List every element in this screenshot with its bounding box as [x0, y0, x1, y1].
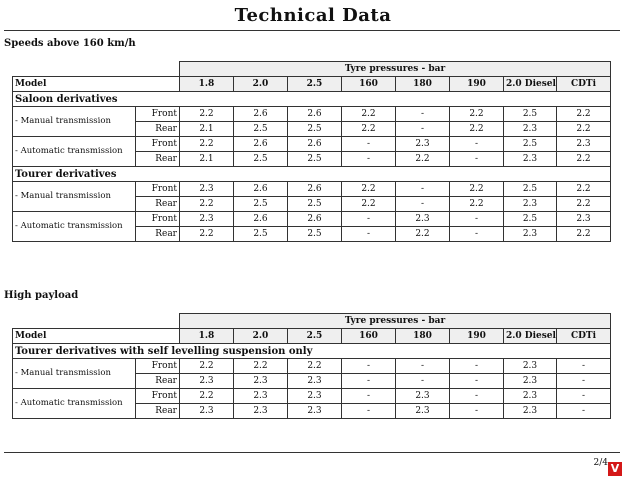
pressure-value: 2.3: [180, 212, 234, 227]
title-divider: [4, 30, 620, 31]
transmission-label: - Automatic transmission: [13, 212, 136, 242]
pressure-value: 2.5: [288, 227, 342, 242]
pressure-value: -: [342, 374, 396, 389]
pressure-value: 2.5: [504, 212, 557, 227]
tyre-pressures-heading: Tyre pressures - bar: [180, 62, 611, 77]
column-header: 2.0 Diesel: [504, 77, 557, 92]
transmission-label: - Manual transmission: [13, 107, 136, 137]
header-row-tyre-pressures: [13, 62, 611, 77]
pressure-value: 2.3: [504, 122, 557, 137]
pressure-value: 2.3: [504, 389, 557, 404]
pressure-value: 2.3: [396, 137, 450, 152]
header-row-columns: [13, 329, 611, 344]
pressure-value: 2.5: [504, 137, 557, 152]
axle-position: Rear: [136, 374, 180, 389]
pressure-value: 2.2: [557, 227, 611, 242]
axle-position: Rear: [136, 197, 180, 212]
axle-position: Front: [136, 182, 180, 197]
column-header: 2.5: [288, 77, 342, 92]
pressure-value: 2.3: [557, 137, 611, 152]
table-row: [13, 107, 611, 122]
page-number: 2/4: [593, 458, 608, 468]
pressure-value: 2.2: [557, 152, 611, 167]
column-header: CDTi: [557, 77, 611, 92]
pressure-value: 2.6: [288, 107, 342, 122]
pressure-value: 2.2: [396, 227, 450, 242]
pressure-value: 2.6: [234, 182, 288, 197]
section-heading-high-payload: High payload: [4, 290, 79, 301]
pressure-value: -: [396, 182, 450, 197]
tyre-pressure-table-speeds: [12, 61, 611, 242]
pressure-value: 2.6: [234, 137, 288, 152]
column-header: 2.0 Diesel: [504, 329, 557, 344]
pressure-value: 2.2: [180, 227, 234, 242]
pressure-value: 2.3: [288, 389, 342, 404]
header-blank-cell: [13, 314, 180, 329]
transmission-label: - Manual transmission: [13, 359, 136, 389]
column-header: 180: [396, 329, 450, 344]
pressure-value: 2.3: [234, 389, 288, 404]
table-row: [13, 182, 611, 197]
pressure-value: 2.5: [288, 152, 342, 167]
pressure-value: 2.3: [234, 404, 288, 419]
column-header: 190: [450, 329, 504, 344]
pressure-value: 2.2: [450, 122, 504, 137]
group-row: [13, 344, 611, 359]
pressure-value: 2.2: [450, 182, 504, 197]
pressure-value: 2.3: [180, 182, 234, 197]
pressure-value: -: [342, 137, 396, 152]
tyre-pressure-table-high-payload: [12, 313, 611, 419]
pressure-value: 2.2: [342, 122, 396, 137]
axle-position: Rear: [136, 227, 180, 242]
pressure-value: 2.5: [234, 227, 288, 242]
pressure-value: 2.2: [342, 182, 396, 197]
transmission-label: - Automatic transmission: [13, 137, 136, 167]
group-row: [13, 92, 611, 107]
column-header: 2.5: [288, 329, 342, 344]
pressure-value: -: [342, 152, 396, 167]
group-row: [13, 167, 611, 182]
pressure-value: 2.2: [180, 389, 234, 404]
pressure-value: -: [450, 359, 504, 374]
section-heading-speeds: Speeds above 160 km/h: [4, 38, 136, 49]
pressure-value: -: [342, 212, 396, 227]
pressure-value: 2.2: [342, 197, 396, 212]
pressure-value: 2.3: [504, 359, 557, 374]
pressure-value: 2.5: [504, 182, 557, 197]
pressure-value: 2.6: [288, 137, 342, 152]
pressure-value: 2.3: [504, 197, 557, 212]
pressure-value: -: [396, 122, 450, 137]
pressure-value: -: [450, 404, 504, 419]
column-header: 180: [396, 77, 450, 92]
axle-position: Front: [136, 137, 180, 152]
pressure-value: 2.3: [234, 374, 288, 389]
column-header: 1.8: [180, 77, 234, 92]
axle-position: Rear: [136, 404, 180, 419]
pressure-value: 2.6: [288, 182, 342, 197]
axle-position: Front: [136, 389, 180, 404]
axle-position: Front: [136, 212, 180, 227]
pressure-value: -: [557, 404, 611, 419]
pressure-value: 2.3: [557, 212, 611, 227]
table-row: [13, 137, 611, 152]
pressure-value: -: [450, 227, 504, 242]
pressure-value: 2.5: [234, 152, 288, 167]
pressure-value: 2.3: [288, 374, 342, 389]
pressure-value: 2.2: [180, 137, 234, 152]
pressure-value: 2.2: [557, 197, 611, 212]
column-header: 160: [342, 77, 396, 92]
pressure-value: 2.3: [396, 389, 450, 404]
pressure-value: -: [557, 389, 611, 404]
pressure-value: -: [396, 359, 450, 374]
page-title: Technical Data: [234, 5, 392, 26]
header-row-columns: [13, 77, 611, 92]
pressure-value: 2.2: [450, 197, 504, 212]
pressure-value: -: [342, 404, 396, 419]
pressure-value: 2.3: [396, 404, 450, 419]
pressure-value: 2.2: [557, 107, 611, 122]
pressure-value: -: [396, 197, 450, 212]
axle-position: Front: [136, 359, 180, 374]
brand-logo: V: [608, 462, 622, 476]
pressure-value: 2.2: [557, 122, 611, 137]
transmission-label: - Automatic transmission: [13, 389, 136, 419]
pressure-value: 2.3: [288, 404, 342, 419]
pressure-value: 2.3: [180, 404, 234, 419]
column-header: 1.8: [180, 329, 234, 344]
table-row: [13, 389, 611, 404]
pressure-value: 2.2: [180, 107, 234, 122]
pressure-value: 2.2: [234, 359, 288, 374]
pressure-value: -: [342, 227, 396, 242]
pressure-value: -: [396, 374, 450, 389]
group-title: Tourer derivatives: [13, 167, 611, 182]
pressure-value: -: [557, 359, 611, 374]
header-blank-cell: [13, 62, 180, 77]
pressure-value: 2.5: [234, 122, 288, 137]
model-column-header: Model: [13, 77, 180, 92]
table-row: [13, 212, 611, 227]
transmission-label: - Manual transmission: [13, 182, 136, 212]
pressure-value: 2.2: [396, 152, 450, 167]
pressure-value: 2.3: [504, 404, 557, 419]
group-title: Tourer derivatives with self levelling suspension only: [13, 344, 611, 359]
pressure-value: 2.5: [288, 122, 342, 137]
column-header: 190: [450, 77, 504, 92]
pressure-value: -: [450, 152, 504, 167]
column-header: CDTi: [557, 329, 611, 344]
pressure-value: 2.6: [234, 212, 288, 227]
pressure-value: 2.1: [180, 122, 234, 137]
pressure-value: 2.5: [288, 197, 342, 212]
pressure-value: 2.2: [342, 107, 396, 122]
column-header: 160: [342, 329, 396, 344]
pressure-value: 2.3: [504, 152, 557, 167]
model-column-header: Model: [13, 329, 180, 344]
footer-divider: [4, 452, 620, 453]
column-header: 2.0: [234, 77, 288, 92]
pressure-value: -: [450, 137, 504, 152]
pressure-value: 2.3: [504, 227, 557, 242]
axle-position: Rear: [136, 122, 180, 137]
axle-position: Front: [136, 107, 180, 122]
pressure-value: 2.3: [504, 374, 557, 389]
pressure-value: 2.2: [180, 197, 234, 212]
header-row-tyre-pressures: [13, 314, 611, 329]
column-header: 2.0: [234, 329, 288, 344]
pressure-value: 2.5: [234, 197, 288, 212]
pressure-value: -: [396, 107, 450, 122]
pressure-value: 2.2: [288, 359, 342, 374]
pressure-value: 2.2: [450, 107, 504, 122]
pressure-value: 2.3: [396, 212, 450, 227]
pressure-value: 2.5: [504, 107, 557, 122]
pressure-value: 2.2: [557, 182, 611, 197]
pressure-value: -: [450, 374, 504, 389]
axle-position: Rear: [136, 152, 180, 167]
pressure-value: 2.2: [180, 359, 234, 374]
pressure-value: -: [450, 212, 504, 227]
pressure-value: -: [450, 389, 504, 404]
table-row: [13, 359, 611, 374]
pressure-value: -: [557, 374, 611, 389]
tyre-pressures-heading: Tyre pressures - bar: [180, 314, 611, 329]
pressure-value: -: [342, 389, 396, 404]
pressure-value: 2.6: [288, 212, 342, 227]
group-title: Saloon derivatives: [13, 92, 611, 107]
pressure-value: 2.3: [180, 374, 234, 389]
pressure-value: 2.1: [180, 152, 234, 167]
pressure-value: -: [342, 359, 396, 374]
pressure-value: 2.6: [234, 107, 288, 122]
